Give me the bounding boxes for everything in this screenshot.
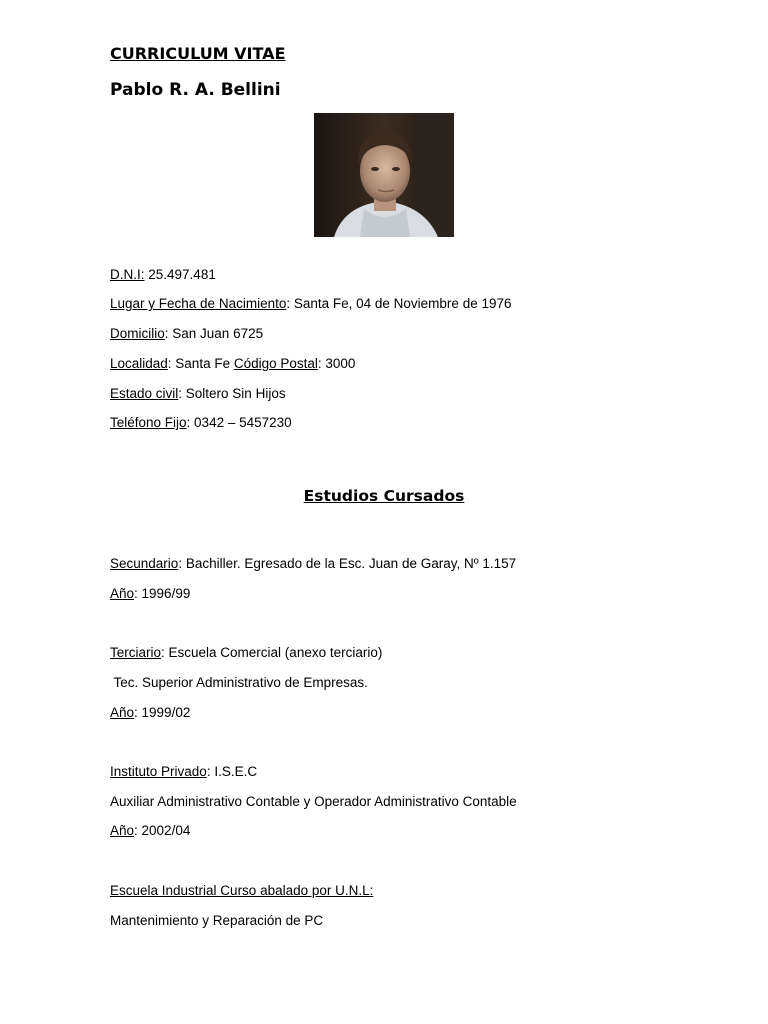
tertiary-year-line: [110, 705, 190, 721]
phone-label: Teléfono Fijo: [110, 415, 187, 430]
phone-value: : 0342 – 5457230: [186, 415, 292, 430]
address-line: [110, 326, 263, 342]
secondary-year-value: : 1996/99: [134, 586, 191, 601]
tertiary-year-label: Año: [110, 705, 135, 720]
birth-value: : Santa Fe, 04 de Noviembre de 1976: [286, 296, 512, 311]
phone-line: [110, 415, 292, 431]
industrial-label: Escuela Industrial Curso abalado por U.N.L:: [110, 883, 374, 898]
dni-line: [110, 267, 216, 283]
studies-section-title: [0, 487, 768, 505]
secondary-year-line: [110, 586, 190, 602]
secondary-year-label: Año: [110, 586, 135, 601]
institute-year-value: : 2002/04: [134, 823, 191, 838]
birth-line: [110, 296, 512, 312]
tertiary-degree: Tec. Superior Administrativo de Empresas.: [110, 675, 368, 690]
document-title: CURRICULUM VITAE: [110, 44, 286, 63]
profile-photo: [314, 113, 454, 237]
institute-year-line: [110, 823, 190, 839]
address-label: Domicilio: [110, 326, 165, 341]
institute-label: Instituto Privado: [110, 764, 207, 779]
institute-year-label: Año: [110, 823, 135, 838]
secondary-value: : Bachiller. Egresado de la Esc. Juan de Garay, Nº 1.157: [178, 556, 517, 571]
industrial-course-line: [110, 913, 323, 929]
civil-label: Estado civil: [110, 386, 179, 401]
address-value: : San Juan 6725: [164, 326, 264, 341]
city-label: Localidad: [110, 356, 168, 371]
dni-label: D.N.I:: [110, 267, 145, 282]
secondary-line: [110, 556, 516, 572]
institute-degree-line: [110, 794, 517, 810]
postal-label: Código Postal: [233, 356, 318, 371]
tertiary-year-value: : 1999/02: [134, 705, 191, 720]
tertiary-line: [110, 645, 382, 661]
civil-value: : Soltero Sin Hijos: [178, 386, 286, 401]
person-name: Pablo R. A. Bellini: [110, 80, 281, 100]
institute-value: : I.S.E.C: [206, 764, 258, 779]
studies-title-text: Estudios Cursados: [303, 487, 465, 505]
institute-degree: Auxiliar Administrativo Contable y Operador Administrativo Contable: [110, 794, 517, 809]
city-line: [110, 356, 355, 372]
civil-line: [110, 386, 286, 402]
industrial-course: Mantenimiento y Reparación de PC: [110, 913, 324, 928]
tertiary-label: Terciario: [110, 645, 162, 660]
tertiary-value: : Escuela Comercial (anexo terciario): [161, 645, 383, 660]
industrial-line: [110, 883, 373, 899]
postal-value: : 3000: [317, 356, 356, 371]
tertiary-degree-line: [110, 675, 368, 691]
city-value: : Santa Fe: [167, 356, 234, 371]
institute-line: [110, 764, 257, 780]
dni-value: 25.497.481: [144, 267, 216, 282]
secondary-label: Secundario: [110, 556, 179, 571]
birth-label: Lugar y Fecha de Nacimiento: [110, 296, 287, 311]
